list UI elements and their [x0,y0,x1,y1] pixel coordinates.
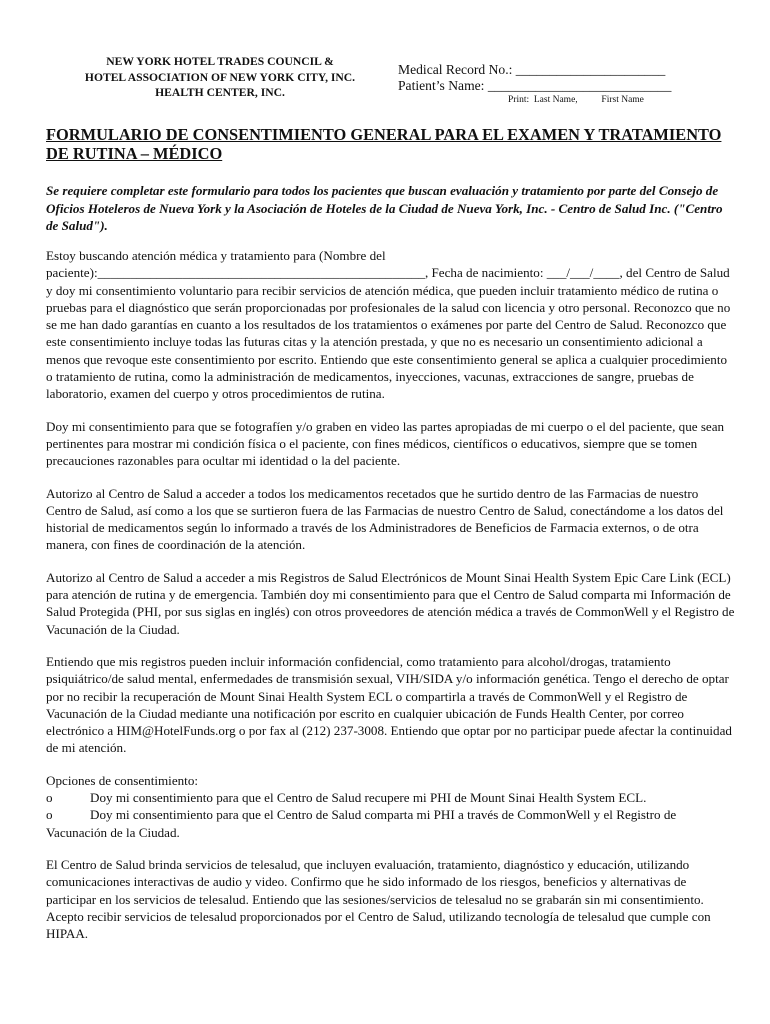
org-name-line-2: HOTEL ASSOCIATION OF NEW YORK CITY, INC. [84,70,356,84]
pharmacy-authorization-paragraph: Autorizo al Centro de Salud a acceder a todos los medicamentos recetados que he surtido dentro de las Farmacias de nuestro Centro de Salud, así como a los que se surtieron fuera de las Farmacias de nuestro Centro de Salud, conectándome a los datos del historial de medicamentos según lo informado a través de los Administradores de Beneficios de Farmacia externos, o de otra manera, con fines de coordinación de la atención. [46,485,724,553]
form-title [46,126,726,163]
patient-name-hint: Print: Last Name, First Name [508,95,644,105]
consent-option-retrieve[interactable] [46,789,736,806]
form-title-line-2: DE RUTINA – MÉDICO [46,143,223,163]
option-label-retrieve: Doy mi consentimiento para que el Centro de Salud recupere mi PHI de Mount Sinai Health System ECL. [90,790,647,806]
patient-record-block [398,62,671,106]
photo-consent-paragraph: Doy mi consentimiento para que se fotografíen y/o graben en video las partes apropiadas de mi cuerpo o el del paciente, que sean pertinentes para mostrar mi condición física o el paciente, con fines médicos, científicos o educativos, siempre que se tomen precauciones razonables para ocultar mi identidad o la del paciente. [46,418,725,469]
option-label-share: Doy mi consentimiento para que el Centro de Salud comparta mi PHI a través de CommonWell y el Registro de Vacunación de la Ciudad. [46,807,677,840]
org-name-line-1: NEW YORK HOTEL TRADES COUNCIL & [106,55,334,68]
patient-name-field[interactable]: Patient’s Name: ___________________________ [398,78,672,93]
option-checkbox-retrieve[interactable]: o [46,790,53,806]
confidential-records-paragraph: Entiendo que mis registros pueden incluir información confidencial, como tratamiento para alcohol/drogas, tratamiento psiquiátrico/de salud mental, enfermedades de transmisión sexual, VIH/SIDA y/o información genética. Tengo el derecho de optar por no recibir la recuperación de Mount Sinai Health System ECL o compartirla a través de CommonWell y el Registro de Vacunación de la Ciudad mediante una notificación por escrito en cualquier ubicación de Funds Health Center, por correo electrónico a HIM@HotelFunds.org o por fax al (212) 237-3008. Entiendo que optar por no participar puede afectar la continuidad de mi atención. [46,653,732,756]
option-checkbox-share[interactable]: o [46,807,53,823]
telehealth-paragraph: El Centro de Salud brinda servicios de telesalud, que incluyen evaluación, tratamiento, diagnóstico y educación, utilizando comunicaciones interactivas de audio y video. Confirmo que he sido informado de los riesgos, beneficios y alternativas de participar en los servicios de telesalud. Entiendo que las sesiones/servicios de telesalud no se grabarán sin mi consentimiento. Acepto recibir servicios de telesalud proporcionados por el Centro de Salud, utilizando tecnología de telesalud que cumple con HIPAA. [46,856,711,942]
consent-option-share[interactable] [46,806,736,841]
organization-header [62,54,378,101]
consent-options [46,772,736,841]
org-name-line-3: HEALTH CENTER, INC. [155,86,285,99]
consent-options-heading: Opciones de consentimiento: [46,772,198,788]
medical-record-field[interactable]: Medical Record No.: ______________________ [398,62,666,77]
form-title-line-1: FORMULARIO DE CONSENTIMIENTO GENERAL PARA EL EXAMEN Y TRATAMIENTO [46,125,722,144]
requirement-notice: Se requiere completar este formulario para todos los pacientes que buscan evaluación y tratamiento por parte del Consejo de Oficios Hoteleros de Nueva York y la Asociación de Hoteles de la Ciudad de Nueva York, Inc. - Centro de Salud Inc. ("Centro de Salud"). [46,183,723,233]
ehr-authorization-paragraph: Autorizo al Centro de Salud a acceder a mis Registros de Salud Electrónicos de Mount Sinai Health System Epic Care Link (ECL) para atención de rutina y de emergencia. También doy mi consentimiento para que el Centro de Salud comparta mi Información de Salud Protegida (PHI, por sus siglas en inglés) con otros proveedores de atención médica a través de CommonWell y el Registro de Vacunación de la Ciudad. [46,569,735,637]
consent-body [46,247,736,957]
treatment-consent-paragraph: Estoy buscando atención médica y tratamiento para (Nombre del paciente):__________________________________________________, Fecha de nacimiento: ___/___/____, del Centro de Salud y doy mi consentimiento voluntario para recibir servicios de atención médica, que pueden incluir tratamiento médico de rutina o pruebas para el diagnóstico que serán proporcionadas por profesionales de la salud con licencia y otro personal. Reconozco que no se me han dado garantías en cuanto a los resultados de los tratamientos o exámenes por parte del Centro de Salud. Reconozco que este consentimiento incluye todas las futuras citas y la atención prestada, y que no es necesario un consentimiento adicional a menos que revoque este consentimiento por escrito. Entiendo que este consentimiento general se aplica a cualquier procedimiento o tratamiento de rutina, como la administración de medicamentos, inyecciones, vacunas, extracciones de sangre, pruebas de laboratorio, examen del cuerpo y otros procedimientos de rutina. [46,248,731,402]
